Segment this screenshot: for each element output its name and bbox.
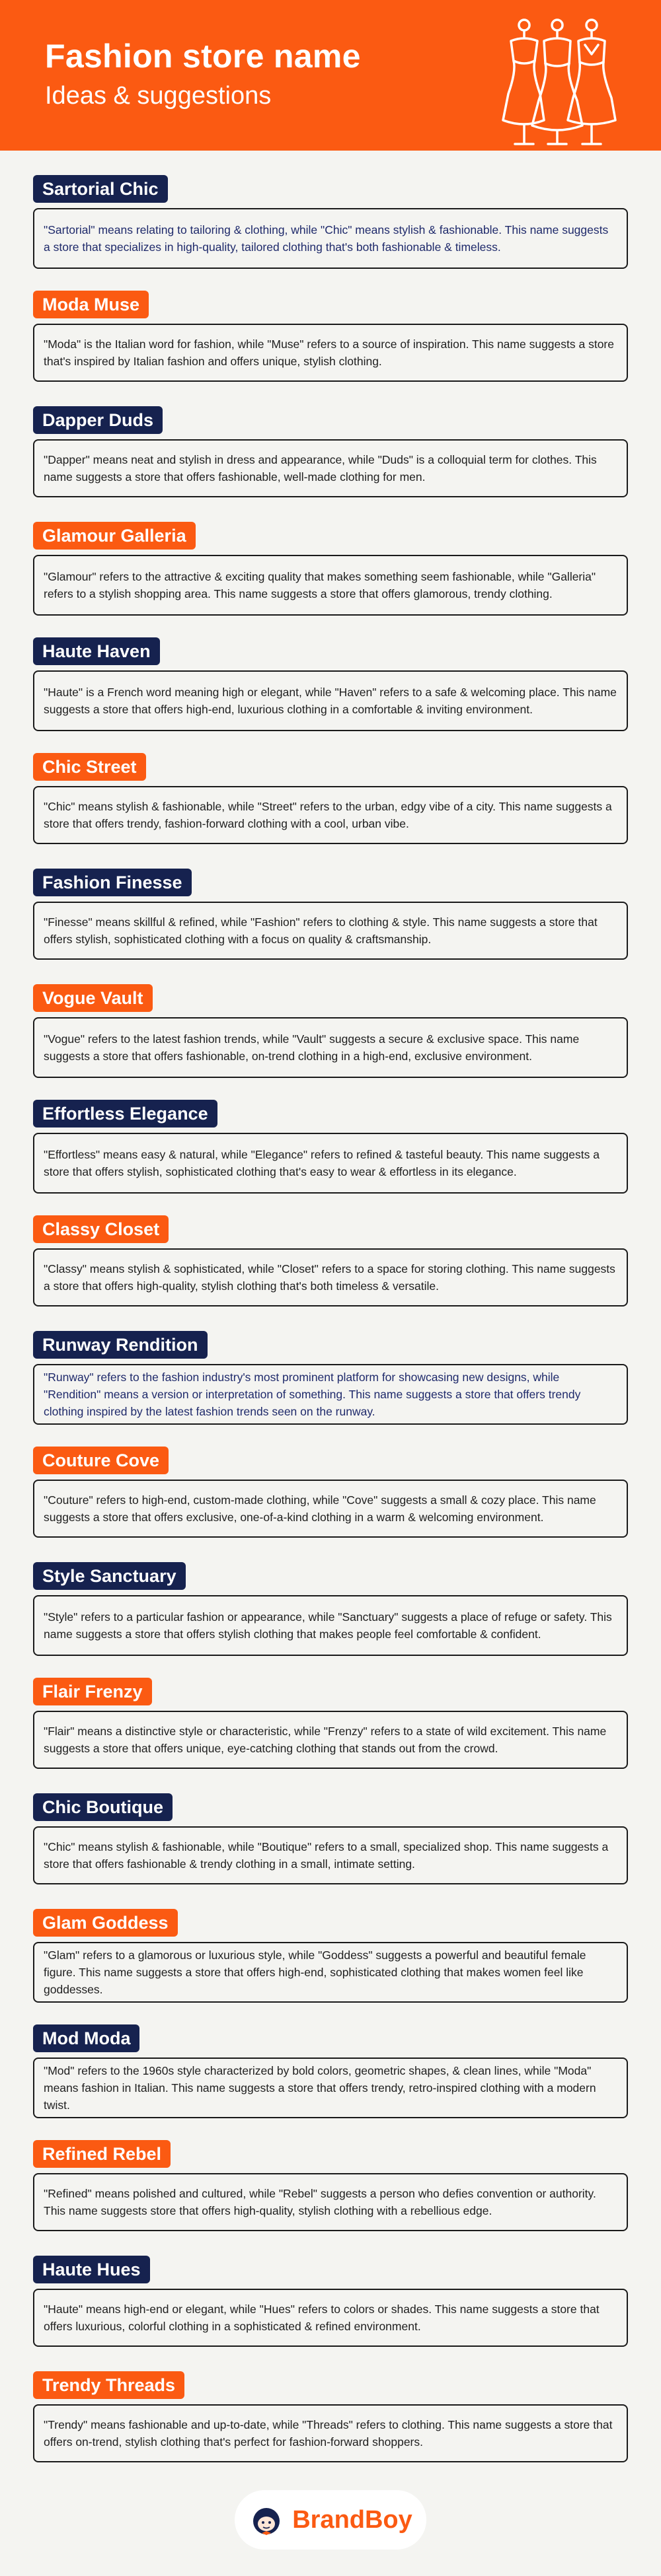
store-name-description	[33, 786, 628, 844]
store-name-tag: Dapper Duds	[33, 406, 163, 434]
store-name-tag: Haute Haven	[33, 637, 160, 665]
store-name-description	[33, 1364, 628, 1425]
store-name-description	[33, 1711, 628, 1769]
name-idea-card	[33, 753, 628, 830]
description-text: "Chic" means stylish & fashionable, while "Street" refers to the urban, edgy vibe of a city. This name suggests a store that offers trendy, fashion-forward clothing with a cool, urban vibe.	[44, 800, 612, 830]
name-idea-card	[33, 406, 628, 483]
brand-name: BrandBoy	[292, 2505, 412, 2534]
store-name-description	[33, 1017, 628, 1078]
description-text: "Effortless" means easy & natural, while "Elegance" refers to refined & tasteful beauty. This name suggests a store that offers stylish, sophisticated clothing that's easy to wear & effortless in its elegance.	[44, 1148, 600, 1178]
description-text: "Runway" refers to the fashion industry's most prominent platform for showcasing new designs, while "Rendition" means a version or interpretation of something. This name suggests a store that offers trendy clothing inspired by the latest fashion trends seen on the runway.	[44, 1371, 581, 1418]
name-idea-card	[33, 984, 628, 1063]
name-idea-card	[33, 2371, 628, 2449]
store-name-tag: Couture Cove	[33, 1447, 169, 1474]
description-text: "Sartorial" means relating to tailoring & clothing, while "Chic" means stylish & fashionable. This name suggests a store that specializes in high-quality, tailored clothing that's both fashionable & timeless.	[44, 223, 609, 254]
description-text: "Chic" means stylish & fashionable, while "Boutique" refers to a small, specialized shop. This name suggests a store that offers fashionable & trendy clothing in a small, intimate setting.	[44, 1840, 609, 1871]
description-text: "Moda" is the Italian word for fashion, while "Muse" refers to a source of inspiration. This name suggests a store that's inspired by Italian fashion and offers unique, stylish clothing.	[44, 338, 614, 368]
store-name-description	[33, 208, 628, 269]
description-text: "Haute" means high-end or elegant, while "Hues" refers to colors or shades. This name suggests a store that offers luxurious, colorful clothing in a sophisticated & refined environment.	[44, 2303, 600, 2333]
store-name-tag: Glamour Galleria	[33, 522, 196, 550]
store-name-description	[33, 1248, 628, 1306]
mascot-face-icon	[249, 2502, 284, 2538]
description-text: "Flair" means a distinctive style or characteristic, while "Frenzy" refers to a state of wild excitement. This name suggests a store that offers unique, eye-catching clothing that stands out from the crowd.	[44, 1725, 607, 1755]
description-text: "Classy" means stylish & sophisticated, while "Closet" refers to a space for storing clothing. This name suggests a store that offers high-quality, stylish clothing that's both timeless & versatile.	[44, 1262, 615, 1293]
store-name-tag: Trendy Threads	[33, 2371, 184, 2399]
description-text: "Vogue" refers to the latest fashion trends, while "Vault" suggests a secure & exclusive space. This name suggests a store that offers fashionable, on-trend clothing in a high-end, exclusive environment.	[44, 1032, 580, 1063]
name-idea-card	[33, 522, 628, 600]
description-text: "Haute" is a French word meaning high or elegant, while "Haven" refers to a safe & welcoming place. This name suggests a store that offers high-end, luxurious clothing in a comfortable & inviting environment.	[44, 686, 617, 716]
name-idea-card	[33, 1562, 628, 1641]
name-idea-card	[33, 2024, 628, 2112]
store-name-description	[33, 555, 628, 616]
store-name-description	[33, 1595, 628, 1656]
mannequins-icon	[486, 15, 628, 147]
store-name-description	[33, 2404, 628, 2462]
store-name-tag: Style Sanctuary	[33, 1562, 186, 1590]
store-name-description	[33, 1133, 628, 1194]
description-text: "Glamour" refers to the attractive & exciting quality that makes something seem fashionable, while "Galleria" refers to a stylish shopping area. This name suggests a store that offers glamorous, trendy clothing.	[44, 570, 596, 600]
description-text: "Glam" refers to a glamorous or luxurious style, while "Goddess" suggests a powerful and beautiful female figure. This name suggests a store that offers high-end, sophisticated clothing that makes women feel like goddesses.	[44, 1949, 586, 1996]
store-name-description	[33, 2057, 628, 2118]
store-name-description	[33, 1480, 628, 1538]
store-name-tag: Haute Hues	[33, 2256, 150, 2283]
description-text: "Style" refers to a particular fashion or appearance, while "Sanctuary" suggests a place of refuge or safety. This name suggests a store that offers stylish clothing that makes people feel comfortable & confident.	[44, 1610, 612, 1641]
store-name-description	[33, 2289, 628, 2347]
store-name-tag: Runway Rendition	[33, 1331, 208, 1359]
name-idea-card	[33, 175, 628, 254]
store-name-description	[33, 2173, 628, 2231]
page-subtitle: Ideas & suggestions	[45, 82, 272, 110]
store-name-tag: Mod Moda	[33, 2024, 139, 2052]
store-name-description	[33, 1942, 628, 2003]
store-name-tag: Flair Frenzy	[33, 1678, 152, 1705]
name-idea-card	[33, 1100, 628, 1178]
store-name-tag: Refined Rebel	[33, 2140, 171, 2168]
store-name-tag: Fashion Finesse	[33, 869, 192, 896]
name-idea-card	[33, 1447, 628, 1524]
store-name-tag: Chic Street	[33, 753, 146, 781]
description-text: "Couture" refers to high-end, custom-made clothing, while "Cove" suggests a small & cozy place. This name suggests a store that offers exclusive, one-of-a-kind clothing in a warm & welcoming environment.	[44, 1493, 596, 1524]
name-idea-card	[33, 291, 628, 368]
description-text: "Dapper" means neat and stylish in dress and appearance, while "Duds" is a colloquial term for clothes. This name suggests a store that offers fashionable, well-made clothing for men.	[44, 453, 597, 483]
name-idea-card	[33, 2140, 628, 2217]
brand-footer	[235, 2490, 426, 2550]
name-idea-card	[33, 1909, 628, 1996]
name-idea-card	[33, 1331, 628, 1418]
store-name-tag: Moda Muse	[33, 291, 149, 318]
name-idea-card	[33, 2256, 628, 2333]
page-title: Fashion store name	[45, 38, 361, 75]
description-text: "Refined" means polished and cultured, while "Rebel" suggests a person who defies convention or authority. This name suggests store that offers high-quality, stylish clothing with a rebellious edge.	[44, 2187, 596, 2217]
store-name-tag: Chic Boutique	[33, 1793, 173, 1821]
store-name-tag: Classy Closet	[33, 1215, 169, 1243]
header-banner	[0, 0, 661, 151]
description-text: "Mod" refers to the 1960s style characterized by bold colors, geometric shapes, & clean lines, while "Moda" means fashion in Italian. This name suggests a store that offers trendy, retro-inspired clothing with a modern twist.	[44, 2064, 596, 2112]
store-name-tag: Glam Goddess	[33, 1909, 178, 1937]
store-name-description	[33, 902, 628, 960]
store-name-tag: Vogue Vault	[33, 984, 153, 1012]
store-name-description	[33, 439, 628, 497]
description-text: "Finesse" means skillful & refined, while "Fashion" refers to clothing & style. This name suggests a store that offers stylish, sophisticated clothing with a focus on quality & craftsmanship.	[44, 915, 598, 946]
store-name-tag: Sartorial Chic	[33, 175, 168, 203]
store-name-description	[33, 670, 628, 731]
name-idea-card	[33, 637, 628, 716]
name-idea-card	[33, 1678, 628, 1755]
store-name-description	[33, 324, 628, 382]
name-idea-card	[33, 1793, 628, 1871]
description-text: "Trendy" means fashionable and up-to-date, while "Threads" refers to clothing. This name suggests a store that offers on-trend, stylish clothing that's perfect for fashion-forward shoppers.	[44, 2418, 613, 2449]
name-idea-card	[33, 1215, 628, 1293]
name-idea-card	[33, 869, 628, 946]
store-name-tag: Effortless Elegance	[33, 1100, 217, 1127]
store-name-description	[33, 1826, 628, 1884]
